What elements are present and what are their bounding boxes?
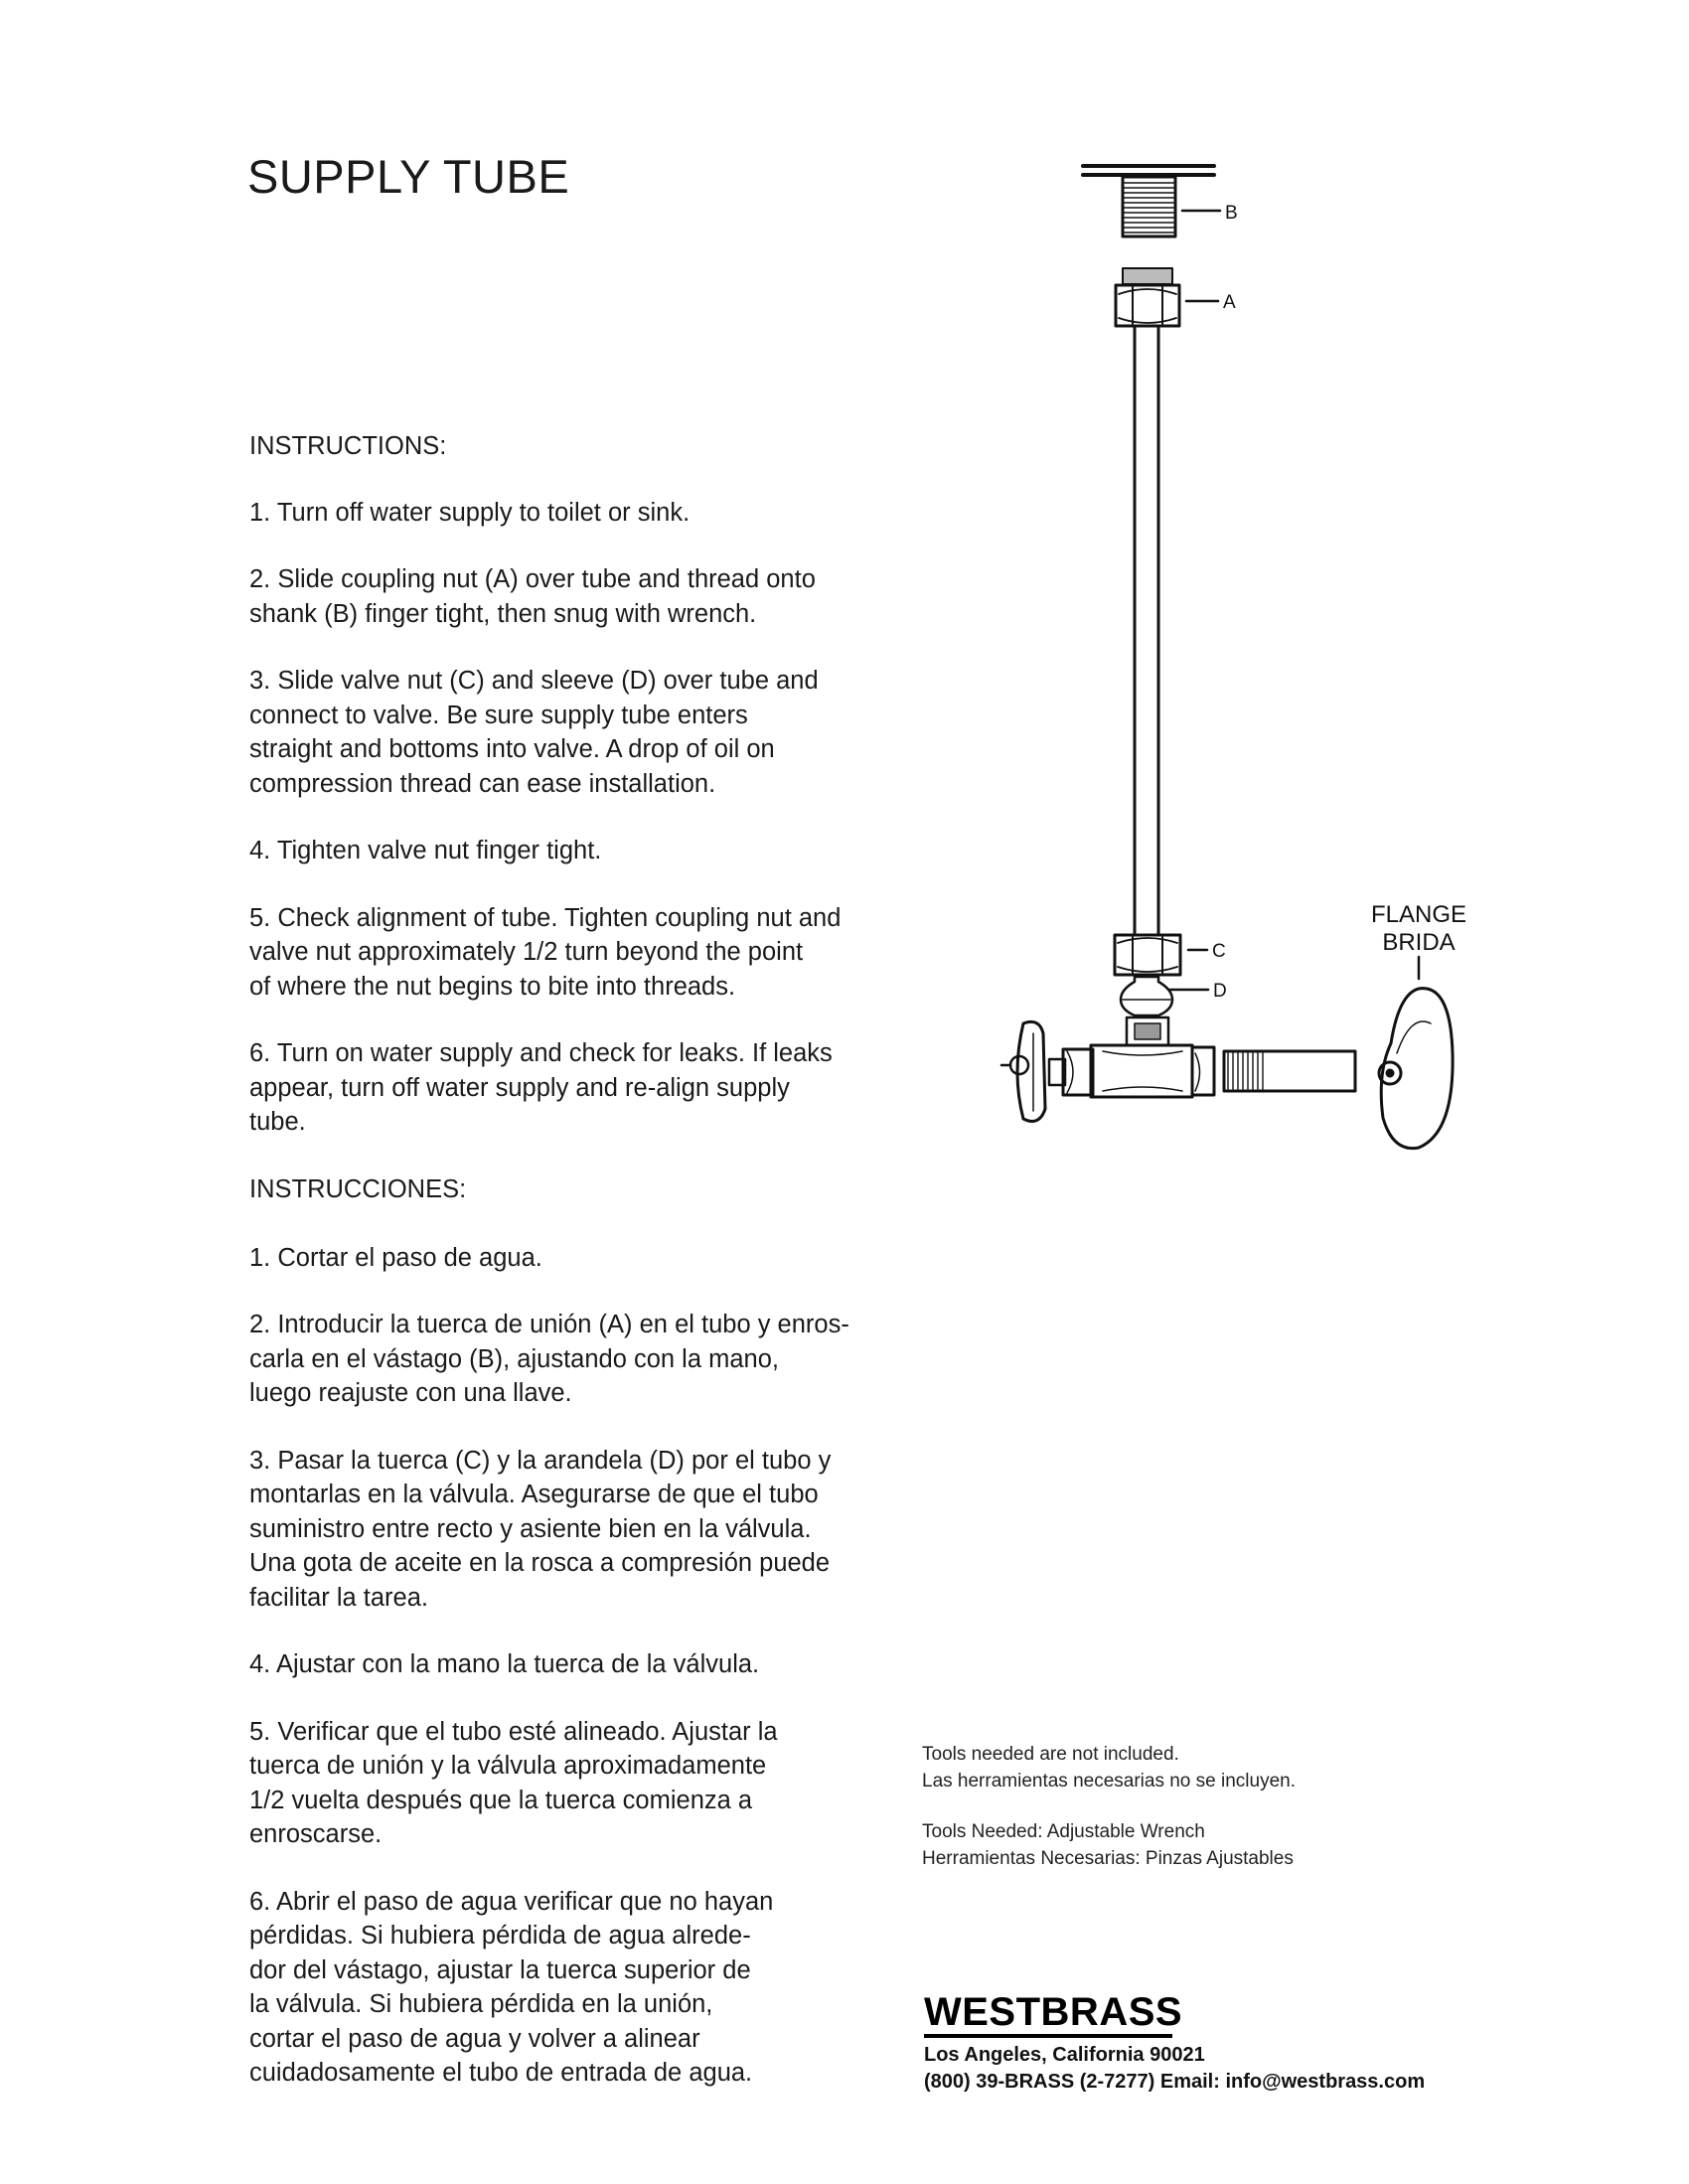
- step-line: 6. Abrir el paso de agua verificar que no hayan: [249, 1887, 774, 1916]
- step-4: [249, 834, 855, 868]
- instructions-spanish: [249, 1172, 855, 2091]
- step-2: [249, 562, 855, 631]
- supply-tube: [1135, 328, 1158, 933]
- label-d: D: [1213, 981, 1227, 1002]
- step-line: tube.: [249, 1108, 306, 1136]
- step-line: luego reajuste con una llave.: [249, 1379, 572, 1407]
- instructions-english: [249, 429, 855, 1140]
- step-line: 3. Pasar la tuerca (C) y la arandela (D) por el tubo y: [249, 1446, 832, 1475]
- tools-not-included-en: Tools needed are not included.: [922, 1744, 1179, 1765]
- angle-valve: [1001, 1017, 1214, 1121]
- step-line: straight and bottoms into valve. A drop of oil on: [249, 735, 775, 763]
- paso-4: [249, 1647, 855, 1682]
- step-line: appear, turn off water supply and re-align supply: [249, 1073, 790, 1102]
- flange-label: FLANGE: [1370, 901, 1467, 928]
- paso-1: [249, 1241, 855, 1276]
- label-c: C: [1212, 941, 1226, 962]
- step-line: 4. Tighten valve nut finger tight.: [249, 837, 602, 864]
- step-line: 1. Turn off water supply to toilet or sink.: [249, 498, 691, 527]
- sleeve-d: [1121, 977, 1208, 1015]
- paso-6: [249, 1885, 855, 2091]
- step-line: 6. Turn on water supply and check for leaks. If leaks: [249, 1039, 833, 1067]
- step-line: of where the nut begins to bite into threads.: [249, 972, 736, 1001]
- logo-underline: [924, 2034, 1172, 2038]
- paso-2: [249, 1308, 855, 1411]
- shank-b: [1083, 166, 1220, 236]
- paso-5: [249, 1715, 855, 1852]
- step-5: [249, 901, 855, 1005]
- company-address: Los Angeles, California 90021: [924, 2044, 1205, 2066]
- paso-3: [249, 1444, 855, 1616]
- step-line: 4. Ajustar con la mano la tuerca de la válvula.: [249, 1650, 760, 1678]
- step-line: pérdidas. Si hubiera pérdida de agua alrede-: [249, 1922, 751, 1950]
- step-line: carla en el vástago (B), ajustando con la mano,: [249, 1344, 779, 1373]
- supply-tube-diagram: [994, 149, 1490, 1163]
- step-3: [249, 664, 855, 801]
- step-line: facilitar la tarea.: [249, 1583, 428, 1612]
- tools-not-included-es: Las herramientas necesarias no se incluyen.: [922, 1771, 1296, 1792]
- step-line: Una gota de aceite en la rosca a compresión puede: [249, 1549, 831, 1577]
- tools-needed-en: Tools Needed: Adjustable Wrench: [922, 1821, 1205, 1842]
- step-line: 2. Introducir la tuerca de unión (A) en el tubo y enros-: [249, 1311, 849, 1338]
- step-line: cortar el paso de agua y volver a alinear: [249, 2024, 700, 2053]
- page-title: SUPPLY TUBE: [247, 150, 570, 203]
- step-line: cuidadosamente el tubo de entrada de agua.: [249, 2059, 753, 2087]
- step-line: compression thread can ease installation.: [249, 769, 716, 798]
- step-line: connect to valve. Be sure supply tube enters: [249, 701, 748, 729]
- step-line: dor del vástago, ajustar la tuerca superior de: [249, 1955, 751, 1984]
- flange: [1379, 957, 1453, 1149]
- label-b: B: [1225, 203, 1238, 224]
- brand-block: [924, 1992, 1425, 2096]
- tools-needed: [922, 1818, 1294, 1872]
- step-line: 5. Check alignment of tube. Tighten coupling nut and: [249, 903, 842, 932]
- label-a: A: [1223, 292, 1236, 313]
- step-line: shank (B) finger tight, then snug with wrench.: [249, 599, 757, 628]
- company-contact: (800) 39-BRASS (2-7277) Email: info@westbrass.com: [924, 2071, 1426, 2093]
- step-line: tuerca de unión y la válvula aproximadamente: [249, 1752, 767, 1780]
- step-line: montarlas en la válvula. Asegurarse de que el tubo: [249, 1481, 819, 1508]
- step-6: [249, 1036, 855, 1140]
- step-line: valve nut approximately 1/2 turn beyond the point: [249, 938, 804, 966]
- tools-needed-es: Herramientas Necesarias: Pinzas Ajustables: [922, 1848, 1294, 1869]
- threaded-nipple: [1224, 1051, 1355, 1091]
- westbrass-logo: WESTBRASS: [924, 1990, 1183, 2034]
- step-line: 3. Slide valve nut (C) and sleeve (D) over tube and: [249, 667, 819, 695]
- step-1: [249, 496, 855, 531]
- valve-nut-c: [1115, 935, 1207, 975]
- coupling-nut-a: [1116, 268, 1218, 326]
- step-line: enroscarse.: [249, 1820, 383, 1848]
- step-line: 5. Verificar que el tubo esté alineado. Ajustar la: [249, 1717, 778, 1746]
- step-line: 2. Slide coupling nut (A) over tube and thread onto: [249, 565, 816, 593]
- step-line: la válvula. Si hubiera pérdida en la unión,: [249, 1990, 713, 2018]
- instructions-heading: INSTRUCTIONS:: [249, 432, 447, 460]
- step-line: 1/2 vuelta después que la tuerca comienza a: [249, 1786, 753, 1814]
- step-line: suministro entre recto y asiente bien en la válvula.: [249, 1514, 812, 1543]
- tools-note: [922, 1741, 1296, 1794]
- brida-label: BRIDA: [1382, 929, 1456, 956]
- instrucciones-heading: INSTRUCCIONES:: [249, 1175, 467, 1203]
- step-line: 1. Cortar el paso de agua.: [249, 1243, 542, 1272]
